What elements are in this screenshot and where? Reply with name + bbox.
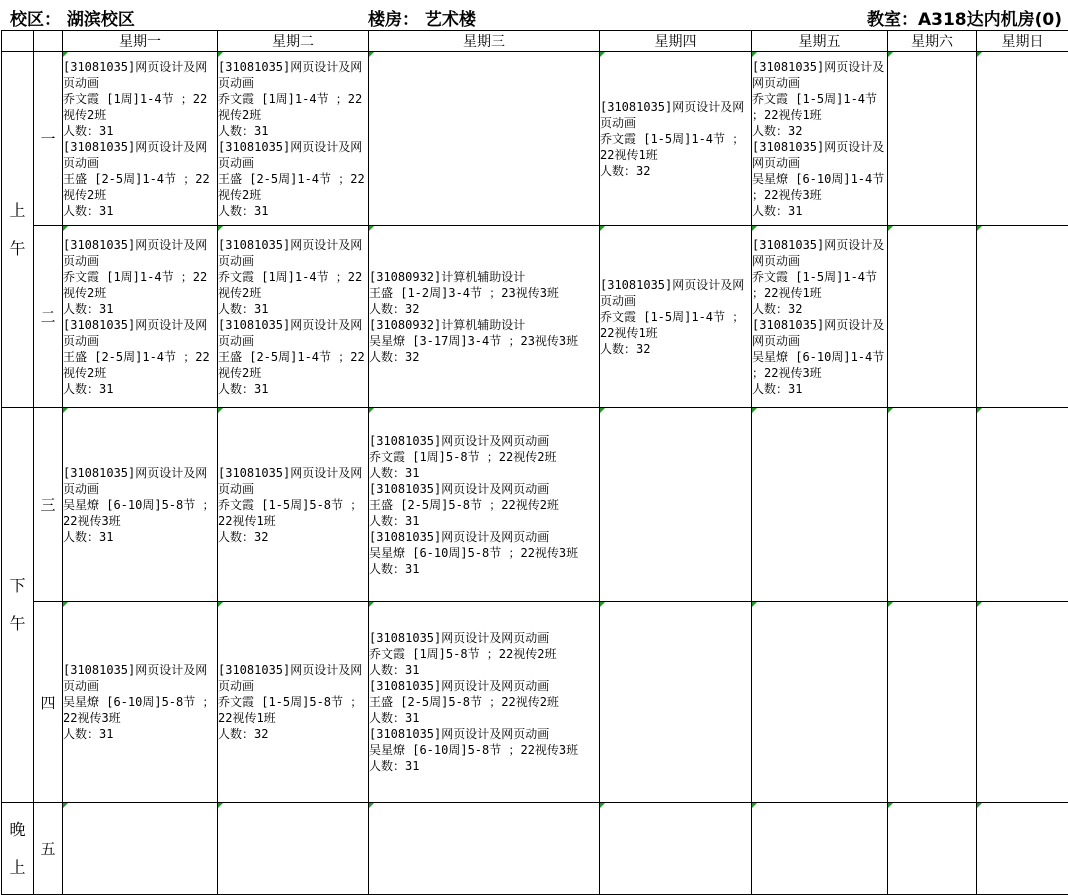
day-header-sun: 星期日 bbox=[977, 31, 1068, 52]
cell-s3-thu[interactable] bbox=[600, 408, 752, 602]
building-label: 楼房： 艺术楼 bbox=[368, 5, 476, 30]
corner-marker-icon bbox=[600, 408, 605, 413]
course-entry-line: 乔文霞 [1-5周]1-4节 ；22视传1班 bbox=[752, 269, 887, 301]
course-entry-line: 乔文霞 [1周]5-8节 ；22视传2班 bbox=[369, 646, 599, 662]
cell-s5-sat[interactable] bbox=[888, 803, 977, 895]
cell-s1-fri[interactable] bbox=[752, 52, 888, 226]
course-entry-line: 人数：31 bbox=[369, 513, 599, 529]
day-header-sat: 星期六 bbox=[888, 31, 977, 52]
cell-s2-mon[interactable] bbox=[63, 226, 218, 408]
course-entry-line: 王盛 [2-5周]5-8节 ；22视传2班 bbox=[369, 694, 599, 710]
cell-s5-fri[interactable] bbox=[752, 803, 888, 895]
corner-marker-icon bbox=[63, 226, 68, 231]
course-entry-line: 人数：32 bbox=[600, 341, 751, 357]
corner-marker-icon bbox=[752, 52, 757, 57]
course-entry-line: 人数：31 bbox=[369, 710, 599, 726]
course-entry-line: [31081035]网页设计及网页动画 bbox=[369, 529, 599, 545]
cell-s1-sat[interactable] bbox=[888, 52, 977, 226]
course-entry-line: 乔文霞 [1-5周]1-4节 ；22视传1班 bbox=[752, 91, 887, 123]
corner-marker-icon bbox=[218, 803, 223, 808]
course-entry-line: 乔文霞 [1-5周]1-4节 ；22视传1班 bbox=[600, 309, 751, 341]
cell-s3-fri[interactable] bbox=[752, 408, 888, 602]
corner-marker-icon bbox=[888, 226, 893, 231]
course-entry-line: [31081035]网页设计及网页动画 bbox=[63, 139, 217, 171]
corner-marker-icon bbox=[752, 226, 757, 231]
course-entry-line: [31081035]网页设计及网页动画 bbox=[218, 662, 368, 694]
course-entry-line: 吴星燎 [6-10周]1-4节 ；22视传3班 bbox=[752, 171, 887, 203]
corner-marker-icon bbox=[63, 408, 68, 413]
course-entry-line: 王盛 [2-5周]1-4节 ；22视传2班 bbox=[218, 349, 368, 381]
slot-label-1: 一 bbox=[34, 52, 63, 226]
corner-marker-icon bbox=[369, 408, 374, 413]
day-header-fri: 星期五 bbox=[752, 31, 888, 52]
corner-marker-icon bbox=[600, 803, 605, 808]
course-entry-line: [31081035]网页设计及网页动画 bbox=[218, 59, 368, 91]
course-entry-line: 人数：32 bbox=[369, 349, 599, 365]
course-entry-line: [31081035]网页设计及网页动画 bbox=[63, 59, 217, 91]
course-entry-line: [31081035]网页设计及网页动画 bbox=[369, 726, 599, 742]
course-entry-line: [31081035]网页设计及网页动画 bbox=[218, 139, 368, 171]
course-entry-line: [31081035]网页设计及网页动画 bbox=[752, 317, 887, 349]
day-header-tue: 星期二 bbox=[218, 31, 369, 52]
course-entry-line: 乔文霞 [1-5周]1-4节 ；22视传1班 bbox=[600, 131, 751, 163]
course-entry-line: 乔文霞 [1周]1-4节 ；22视传2班 bbox=[218, 91, 368, 123]
course-entry-line: 吴星燎 [3-17周]3-4节 ；23视传3班 bbox=[369, 333, 599, 349]
slot-row-1 bbox=[2, 52, 1068, 226]
course-entry-line: [31080932]计算机辅助设计 bbox=[369, 269, 599, 285]
course-entry-line: 人数：31 bbox=[63, 301, 217, 317]
corner-marker-icon bbox=[977, 408, 982, 413]
corner-marker-icon bbox=[888, 52, 893, 57]
corner-marker-icon bbox=[369, 226, 374, 231]
period-afternoon: 下 午 bbox=[2, 408, 34, 803]
course-entry-line: [31081035]网页设计及网页动画 bbox=[369, 433, 599, 449]
corner-blank bbox=[2, 31, 34, 52]
corner-marker-icon bbox=[218, 602, 223, 607]
corner-marker-icon bbox=[752, 803, 757, 808]
course-entry-line: 王盛 [2-5周]1-4节 ；22视传2班 bbox=[63, 349, 217, 381]
cell-s5-sun[interactable] bbox=[977, 803, 1068, 895]
slot-label-4: 四 bbox=[34, 602, 63, 803]
corner-marker-icon bbox=[218, 52, 223, 57]
course-entry-line: 人数：31 bbox=[63, 726, 217, 742]
cell-s4-mon[interactable] bbox=[63, 602, 218, 803]
cell-s1-thu[interactable] bbox=[600, 52, 752, 226]
course-entry-line: 人数：31 bbox=[369, 662, 599, 678]
cell-s4-sun[interactable] bbox=[977, 602, 1068, 803]
corner-marker-icon bbox=[369, 602, 374, 607]
campus-label: 校区： 湖滨校区 bbox=[10, 5, 135, 30]
course-entry-line: 王盛 [1-2周]3-4节 ；23视传3班 bbox=[369, 285, 599, 301]
course-entry-line: 人数：31 bbox=[369, 465, 599, 481]
course-entry-line: 乔文霞 [1周]1-4节 ；22视传2班 bbox=[63, 91, 217, 123]
course-entry-line: [31081035]网页设计及网页动画 bbox=[369, 630, 599, 646]
course-entry-line: 王盛 [2-5周]5-8节 ；22视传2班 bbox=[369, 497, 599, 513]
course-entry-line: 人数：32 bbox=[218, 726, 368, 742]
cell-s5-thu[interactable] bbox=[600, 803, 752, 895]
cell-s4-sat[interactable] bbox=[888, 602, 977, 803]
cell-s1-mon[interactable] bbox=[63, 52, 218, 226]
corner-marker-icon bbox=[888, 408, 893, 413]
course-entry-line: 人数：32 bbox=[752, 301, 887, 317]
corner-marker-icon bbox=[977, 226, 982, 231]
course-entry-line: [31081035]网页设计及网页动画 bbox=[600, 277, 751, 309]
course-entry-line: [31080932]计算机辅助设计 bbox=[369, 317, 599, 333]
course-entry-line: 乔文霞 [1-5周]5-8节 ；22视传1班 bbox=[218, 497, 368, 529]
course-entry-line: 人数：31 bbox=[63, 203, 217, 219]
slot-label-2: 二 bbox=[34, 226, 63, 408]
day-header-row bbox=[2, 31, 1068, 52]
course-entry-line: [31081035]网页设计及网页动画 bbox=[63, 465, 217, 497]
course-entry-line: [31081035]网页设计及网页动画 bbox=[369, 481, 599, 497]
course-entry-line: 人数：31 bbox=[218, 381, 368, 397]
period-evening: 晚 上 bbox=[2, 803, 34, 895]
corner-marker-icon bbox=[752, 602, 757, 607]
course-entry-line: 人数：31 bbox=[63, 123, 217, 139]
course-entry-line: [31081035]网页设计及网页动画 bbox=[752, 139, 887, 171]
cell-s2-thu[interactable] bbox=[600, 226, 752, 408]
cell-s5-wed[interactable] bbox=[369, 803, 600, 895]
corner-marker-icon bbox=[600, 52, 605, 57]
course-entry-line: 人数：32 bbox=[218, 529, 368, 545]
room-label: 教室：A318达内机房(0) bbox=[867, 5, 1062, 30]
course-entry-line: 人数：31 bbox=[369, 561, 599, 577]
cell-s2-tue[interactable] bbox=[218, 226, 369, 408]
corner-marker-icon bbox=[888, 602, 893, 607]
corner-marker-icon bbox=[63, 803, 68, 808]
cell-s4-thu[interactable] bbox=[600, 602, 752, 803]
course-entry-line: 人数：31 bbox=[218, 301, 368, 317]
slot-row-4 bbox=[2, 602, 1068, 803]
day-header-thu: 星期四 bbox=[600, 31, 752, 52]
course-entry-line: 乔文霞 [1-5周]5-8节 ；22视传1班 bbox=[218, 694, 368, 726]
course-entry-line: [31081035]网页设计及网页动画 bbox=[218, 317, 368, 349]
corner-marker-icon bbox=[369, 803, 374, 808]
cell-s1-wed[interactable] bbox=[369, 52, 600, 226]
corner-marker-icon bbox=[600, 602, 605, 607]
slot-row-5 bbox=[2, 803, 1068, 895]
course-entry-line: 乔文霞 [1周]5-8节 ；22视传2班 bbox=[369, 449, 599, 465]
cell-s3-sat[interactable] bbox=[888, 408, 977, 602]
course-entry-line: 人数：31 bbox=[369, 758, 599, 774]
corner-marker-icon bbox=[752, 408, 757, 413]
course-entry-line: 王盛 [2-5周]1-4节 ；22视传2班 bbox=[218, 171, 368, 203]
course-entry-line: 王盛 [2-5周]1-4节 ；22视传2班 bbox=[63, 171, 217, 203]
course-entry-line: 人数：31 bbox=[752, 381, 887, 397]
cell-s4-fri[interactable] bbox=[752, 602, 888, 803]
course-entry-line: [31081035]网页设计及网页动画 bbox=[218, 237, 368, 269]
course-entry-line: 吴星燎 [6-10周]5-8节 ；22视传3班 bbox=[369, 742, 599, 758]
corner-marker-icon bbox=[977, 52, 982, 57]
course-entry-line: [31081035]网页设计及网页动画 bbox=[752, 237, 887, 269]
cell-s5-tue[interactable] bbox=[218, 803, 369, 895]
cell-s3-sun[interactable] bbox=[977, 408, 1068, 602]
course-entry-line: 人数：31 bbox=[218, 123, 368, 139]
cell-s2-wed[interactable] bbox=[369, 226, 600, 408]
course-entry-line: 人数：32 bbox=[600, 163, 751, 179]
course-entry-line: [31081035]网页设计及网页动画 bbox=[63, 317, 217, 349]
corner-marker-icon bbox=[888, 803, 893, 808]
cell-s3-tue[interactable] bbox=[218, 408, 369, 602]
period-morning: 上 午 bbox=[2, 52, 34, 408]
cell-s4-wed[interactable] bbox=[369, 602, 600, 803]
cell-s2-sat[interactable] bbox=[888, 226, 977, 408]
day-header-mon: 星期一 bbox=[63, 31, 218, 52]
cell-s4-tue[interactable] bbox=[218, 602, 369, 803]
cell-s1-sun[interactable] bbox=[977, 52, 1068, 226]
cell-s5-mon[interactable] bbox=[63, 803, 218, 895]
course-entry-line: 吴星燎 [6-10周]1-4节 ；22视传3班 bbox=[752, 349, 887, 381]
corner-marker-icon bbox=[977, 803, 982, 808]
course-entry-line: 乔文霞 [1周]1-4节 ；22视传2班 bbox=[218, 269, 368, 301]
cell-s2-fri[interactable] bbox=[752, 226, 888, 408]
course-entry-line: [31081035]网页设计及网页动画 bbox=[63, 662, 217, 694]
course-entry-line: 吴星燎 [6-10周]5-8节 ；22视传3班 bbox=[63, 694, 217, 726]
course-entry-line: [31081035]网页设计及网页动画 bbox=[218, 465, 368, 497]
course-entry-line: [31081035]网页设计及网页动画 bbox=[369, 678, 599, 694]
slot-row-3 bbox=[2, 408, 1068, 602]
corner-marker-icon bbox=[369, 52, 374, 57]
slot-label-3: 三 bbox=[34, 408, 63, 602]
corner-marker-icon bbox=[218, 408, 223, 413]
slot-label-5: 五 bbox=[34, 803, 63, 895]
course-entry-line: 人数：31 bbox=[218, 203, 368, 219]
corner-marker-icon bbox=[977, 602, 982, 607]
page-header bbox=[0, 0, 1068, 30]
timetable bbox=[1, 30, 1068, 895]
corner-marker-icon bbox=[63, 602, 68, 607]
cell-s2-sun[interactable] bbox=[977, 226, 1068, 408]
course-entry-line: 吴星燎 [6-10周]5-8节 ；22视传3班 bbox=[369, 545, 599, 561]
course-entry-line: 人数：32 bbox=[369, 301, 599, 317]
day-header-wed: 星期三 bbox=[369, 31, 600, 52]
slot-row-2 bbox=[2, 226, 1068, 408]
cell-s3-mon[interactable] bbox=[63, 408, 218, 602]
course-entry-line: 人数：31 bbox=[752, 203, 887, 219]
course-entry-line: 人数：31 bbox=[63, 381, 217, 397]
corner-marker-icon bbox=[63, 52, 68, 57]
course-entry-line: 人数：32 bbox=[752, 123, 887, 139]
cell-s1-tue[interactable] bbox=[218, 52, 369, 226]
corner-blank-2 bbox=[34, 31, 63, 52]
corner-marker-icon bbox=[218, 226, 223, 231]
course-entry-line: 乔文霞 [1周]1-4节 ；22视传2班 bbox=[63, 269, 217, 301]
course-entry-line: [31081035]网页设计及网页动画 bbox=[63, 237, 217, 269]
course-entry-line: 吴星燎 [6-10周]5-8节 ；22视传3班 bbox=[63, 497, 217, 529]
cell-s3-wed[interactable] bbox=[369, 408, 600, 602]
course-entry-line: [31081035]网页设计及网页动画 bbox=[600, 99, 751, 131]
course-entry-line: 人数：31 bbox=[63, 529, 217, 545]
course-entry-line: [31081035]网页设计及网页动画 bbox=[752, 59, 887, 91]
corner-marker-icon bbox=[600, 226, 605, 231]
